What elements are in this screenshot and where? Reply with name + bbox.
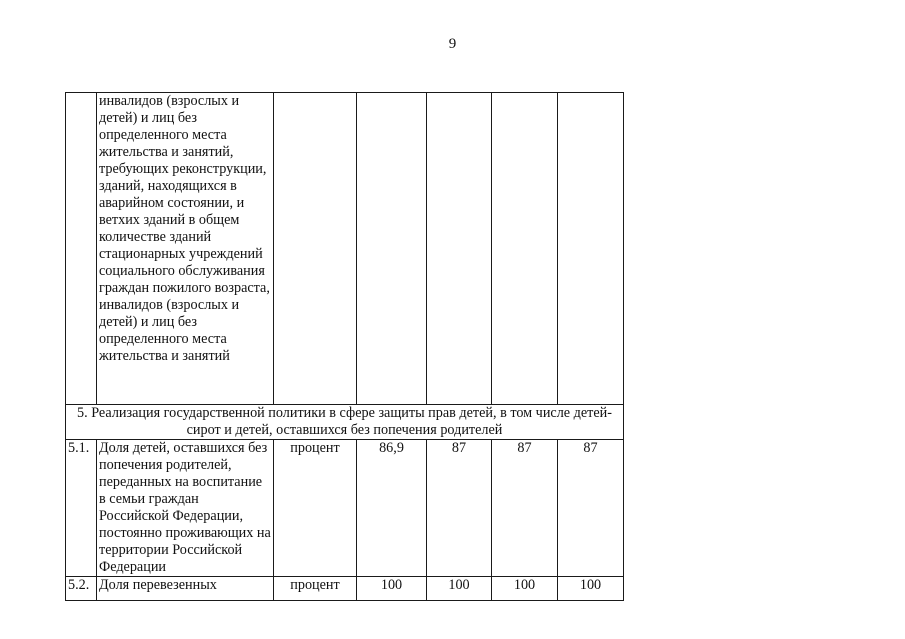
table-row [66,93,624,405]
value-cell: 86,9 [357,440,427,577]
value-cell: 87 [558,440,624,577]
value-cell [558,93,624,405]
value-cell: 87 [492,440,558,577]
unit-cell: процент [274,440,357,577]
indicator-name: Доля перевезенных [97,577,274,601]
indicator-name: Доля детей, оставшихся без попечения родителей, переданных на воспитание в семьи граждан Российской Федерации, постоянно проживающих на территории Российской Федерации [97,440,274,577]
unit-cell [274,93,357,405]
value-cell: 100 [427,577,492,601]
unit-cell: процент [274,577,357,601]
value-cell: 100 [357,577,427,601]
indicator-name: инвалидов (взрослых и детей) и лиц без определенного места жительства и занятий, требующих реконструкции, зданий, находящихся в аварийном состоянии, и ветхих зданий в общем количестве зданий стационарных учреждений социального обслуживания граждан пожилого возраста, инвалидов (взрослых и детей) и лиц без определенного места жительства и занятий [97,93,274,405]
value-cell [492,93,558,405]
value-cell: 100 [492,577,558,601]
value-cell [427,93,492,405]
table-row [66,577,624,601]
page-number: 9 [448,36,457,52]
value-cell [357,93,427,405]
value-cell: 87 [427,440,492,577]
row-number: 5.2. [66,577,97,601]
table-row [66,440,624,577]
row-number [66,93,97,405]
indicators-table [65,92,624,601]
section-title: 5. Реализация государственной политики в сфере защиты прав детей, в том числе детей-сирот и детей, оставшихся без попечения родителей [66,405,624,440]
row-number: 5.1. [66,440,97,577]
value-cell: 100 [558,577,624,601]
section-row [66,405,624,440]
